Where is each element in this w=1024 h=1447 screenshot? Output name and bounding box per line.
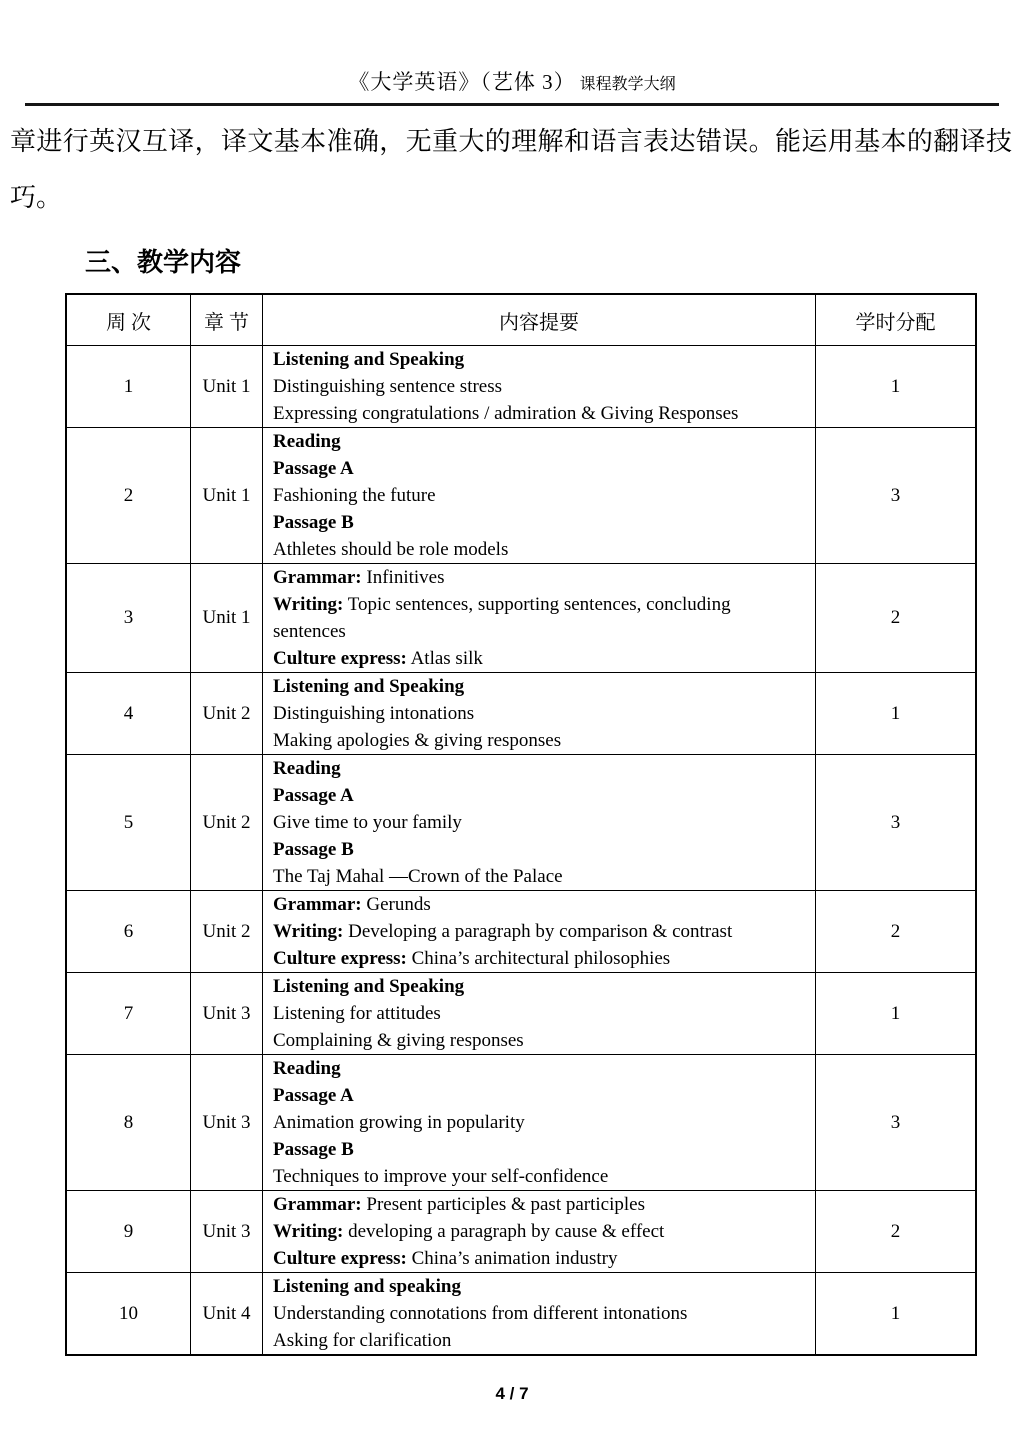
content-line: Passage A	[273, 1085, 354, 1106]
table-body	[66, 346, 976, 1356]
content-line: Fashioning the future	[273, 485, 436, 506]
content-line: Culture express: China’s architectural philosophies	[273, 948, 671, 969]
hours-cell: 2	[816, 891, 977, 973]
content-cell	[263, 428, 816, 564]
content-line: Reading	[273, 1058, 341, 1079]
content-line: Culture express: Atlas silk	[273, 648, 483, 669]
content-cell	[263, 673, 816, 755]
hours-cell: 3	[816, 1055, 977, 1191]
content-line: Passage A	[273, 785, 354, 806]
content-line: Give time to your family	[273, 812, 462, 833]
table-row	[66, 1191, 976, 1273]
table-header-hours: 学时分配	[816, 294, 977, 346]
content-line: Techniques to improve your self-confidence	[273, 1166, 609, 1187]
unit-cell: Unit 3	[191, 973, 263, 1055]
content-line: Passage A	[273, 458, 354, 479]
table-row	[66, 891, 976, 973]
content-line: Passage B	[273, 839, 354, 860]
week-cell: 3	[66, 564, 191, 673]
content-line: Writing: Developing a paragraph by comparison & contrast	[273, 921, 733, 942]
page-number: 4 / 7	[495, 1384, 529, 1403]
content-line: Complaining & giving responses	[273, 1030, 524, 1051]
content-line: Grammar: Infinitives	[273, 567, 445, 588]
running-header	[0, 0, 1024, 96]
content-line: Listening and Speaking	[273, 676, 465, 697]
unit-cell: Unit 2	[191, 673, 263, 755]
unit-cell: Unit 3	[191, 1191, 263, 1273]
hours-cell: 3	[816, 755, 977, 891]
week-cell: 7	[66, 973, 191, 1055]
week-cell: 1	[66, 346, 191, 428]
hours-cell: 2	[816, 1191, 977, 1273]
header-rule	[25, 103, 999, 106]
hours-cell: 2	[816, 564, 977, 673]
content-cell	[263, 1273, 816, 1356]
content-line: Listening and Speaking	[273, 349, 465, 370]
table-row	[66, 1055, 976, 1191]
content-line: Passage B	[273, 1139, 354, 1160]
content-line: The Taj Mahal —Crown of the Palace	[273, 866, 563, 887]
table-header-week: 周 次	[66, 294, 191, 346]
unit-cell: Unit 1	[191, 346, 263, 428]
table-row	[66, 755, 976, 891]
unit-cell: Unit 2	[191, 755, 263, 891]
syllabus-table	[65, 293, 977, 1356]
hours-cell: 3	[816, 428, 977, 564]
unit-cell: Unit 1	[191, 564, 263, 673]
table-row	[66, 428, 976, 564]
content-line: Writing: developing a paragraph by cause & effect	[273, 1221, 665, 1242]
body-paragraph: 章进行英汉互译，译文基本准确，无重大的理解和语言表达错误。能运用基本的翻译技巧。	[10, 127, 1012, 212]
content-line: Listening and speaking	[273, 1276, 461, 1297]
content-cell	[263, 755, 816, 891]
table-header-unit: 章 节	[191, 294, 263, 346]
week-cell: 10	[66, 1273, 191, 1356]
content-line: Reading	[273, 758, 341, 779]
table-row	[66, 1273, 976, 1356]
content-line: Listening for attitudes	[273, 1003, 441, 1024]
table-row	[66, 973, 976, 1055]
table-header-row	[66, 294, 976, 346]
content-line: Grammar: Gerunds	[273, 894, 431, 915]
content-line: Distinguishing intonations	[273, 703, 475, 724]
content-cell	[263, 564, 816, 673]
week-cell: 4	[66, 673, 191, 755]
table-row	[66, 346, 976, 428]
table-row	[66, 673, 976, 755]
content-line: Understanding connotations from different intonations	[273, 1303, 688, 1324]
week-cell: 5	[66, 755, 191, 891]
unit-cell: Unit 3	[191, 1055, 263, 1191]
course-subtitle: 课程教学大纲	[579, 76, 676, 93]
week-cell: 8	[66, 1055, 191, 1191]
content-line: Culture express: China’s animation industry	[273, 1248, 618, 1269]
section-heading: 三、教学内容	[85, 247, 242, 277]
content-line: Passage B	[273, 512, 354, 533]
table-header-content: 内容提要	[263, 294, 816, 346]
table-row	[66, 564, 976, 673]
week-cell: 9	[66, 1191, 191, 1273]
week-cell: 6	[66, 891, 191, 973]
hours-cell: 1	[816, 673, 977, 755]
content-line: Listening and Speaking	[273, 976, 465, 997]
content-cell	[263, 346, 816, 428]
content-line: Making apologies & giving responses	[273, 730, 562, 751]
hours-cell: 1	[816, 346, 977, 428]
content-line: Animation growing in popularity	[273, 1112, 525, 1133]
hours-cell: 1	[816, 973, 977, 1055]
hours-cell: 1	[816, 1273, 977, 1356]
content-cell	[263, 973, 816, 1055]
content-line: Writing: Topic sentences, supporting sentences, concluding sentences	[273, 594, 731, 642]
course-title: 《大学英语》（艺体 3）	[348, 70, 576, 94]
content-cell	[263, 1055, 816, 1191]
content-cell	[263, 1191, 816, 1273]
week-cell: 2	[66, 428, 191, 564]
content-line: Expressing congratulations / admiration & Giving Responses	[273, 403, 739, 424]
unit-cell: Unit 2	[191, 891, 263, 973]
content-line: Reading	[273, 431, 341, 452]
unit-cell: Unit 4	[191, 1273, 263, 1356]
content-line: Athletes should be role models	[273, 539, 509, 560]
content-line: Distinguishing sentence stress	[273, 376, 503, 397]
unit-cell: Unit 1	[191, 428, 263, 564]
content-cell	[263, 891, 816, 973]
content-line: Asking for clarification	[273, 1330, 452, 1351]
content-line: Grammar: Present participles & past participles	[273, 1194, 645, 1215]
